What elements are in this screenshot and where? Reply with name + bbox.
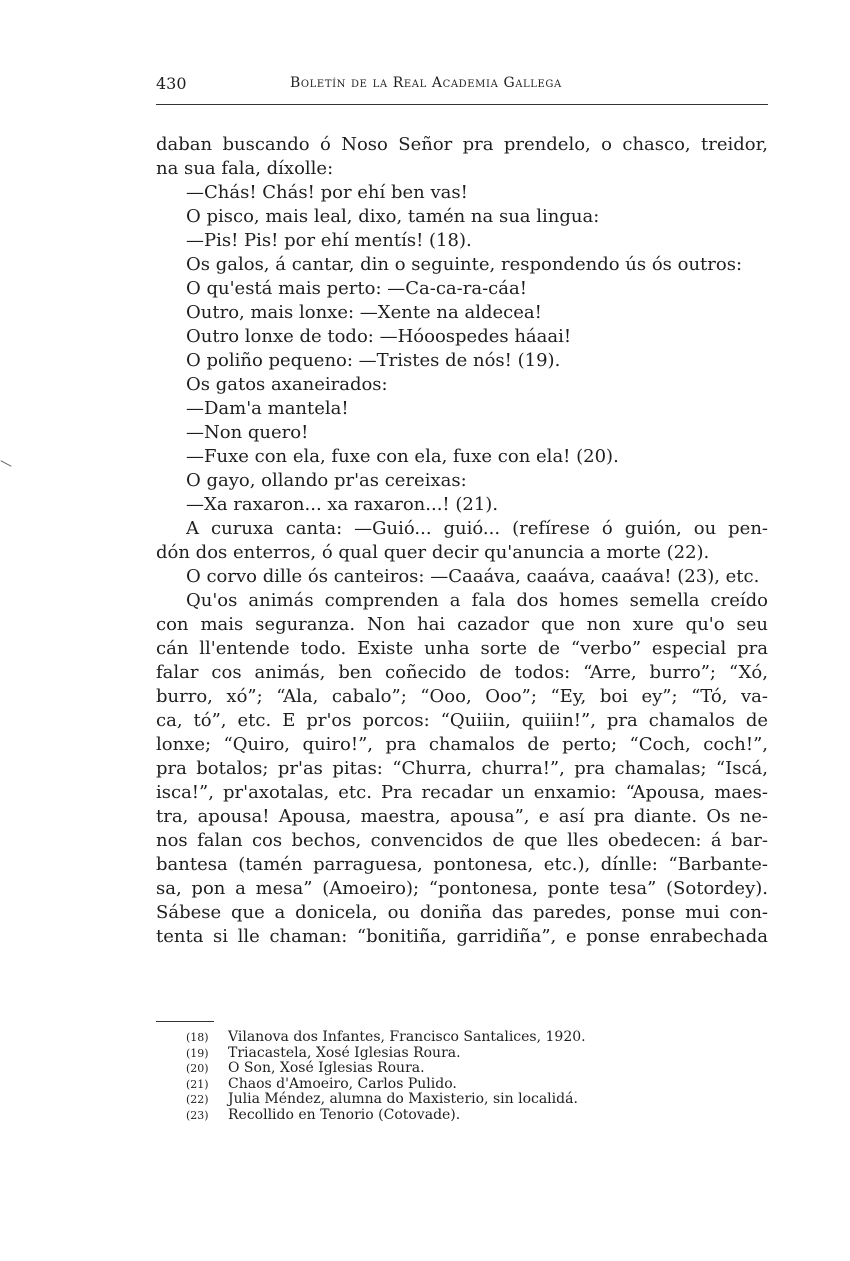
text-line: Os gatos axaneirados:: [186, 374, 388, 395]
footnote: [186, 1108, 746, 1124]
text-line: burro, xó”; “Ala, cabalo”; “Ooo, Ooo”; “Ey, boi ey”; “Tó, va-: [156, 686, 768, 707]
footnote: [186, 1092, 746, 1108]
text-line: na sua fala, díxolle:: [156, 158, 334, 179]
text-line: nos falan cos bechos, convencidos de que lles obedecen: á bar-: [156, 830, 768, 851]
text-line: —Xa raxaron... xa raxaron...! (21).: [186, 494, 499, 515]
footnote-text: Julia Méndez, alumna do Maxisterio, sin localidá.: [228, 1091, 578, 1107]
text-line: —Non quero!: [186, 422, 309, 443]
footnote: [186, 1061, 746, 1077]
text-line: ca, tó”, etc. E pr'os porcos: “Quiiin, quiiin!”, pra chamalos de: [156, 710, 768, 731]
text-line: Outro lonxe de todo: —Hóoospedes háaai!: [186, 326, 572, 347]
footnote: [186, 1030, 746, 1046]
text-line: Outro, mais lonxe: —Xente na aldecea!: [186, 302, 542, 323]
text-line: O qu'está mais perto: —Ca-ca-ra-cáa!: [186, 278, 527, 299]
footnote: [186, 1046, 746, 1062]
text-line: tra, apousa! Apousa, maestra, apousa”, e así pra diante. Os ne-: [156, 806, 768, 827]
text-line: O corvo dille ós canteiros: —Caaáva, caaáva, caaáva! (23), etc.: [186, 566, 760, 587]
text-line: cán ll'entende todo. Existe unha sorte de “verbo” especial pra: [156, 638, 768, 659]
footnote-rule: [156, 1021, 214, 1022]
text-line: —Dam'a mantela!: [186, 398, 349, 419]
text-line: O pisco, mais leal, dixo, tamén na sua lingua:: [186, 206, 600, 227]
text-line: dón dos enterros, ó qual quer decir qu'anuncia a morte (22).: [156, 542, 710, 563]
text-line: pra botalos; pr'as pitas: “Churra, churra!”, pra chamalas; “Iscá,: [156, 758, 768, 779]
text-line: bantesa (tamén parraguesa, pontonesa, etc.), dínlle: “Barbante-: [156, 854, 768, 875]
header-rule: [156, 104, 768, 105]
text-line: Os galos, á cantar, din o seguinte, respondendo ús ós outros:: [186, 254, 743, 275]
footnote-number: (23): [186, 1108, 209, 1122]
text-line: sa, pon a mesa” (Amoeiro); “pontonesa, ponte tesa” (Sotordey).: [156, 878, 768, 899]
body-text: [156, 133, 768, 949]
text-line: daban buscando ó Noso Señor pra prendelo, o chasco, treidor,: [156, 134, 768, 155]
footnote-text: Chaos d'Amoeiro, Carlos Pulido.: [228, 1075, 457, 1092]
text-line: O gayo, ollando pr'as cereixas:: [186, 470, 467, 491]
text-line: Qu'os animás comprenden a fala dos homes semella creído: [186, 590, 768, 611]
text-line: O poliño pequeno: —Tristes de nós! (19).: [186, 350, 561, 371]
scan-artifact: [0, 460, 11, 467]
text-line: falar cos animás, ben coñecido de todos: “Arre, burro”; “Xó,: [156, 662, 768, 683]
text-line: con mais seguranza. Non hai cazador que non xure qu'o seu: [156, 614, 768, 635]
footnote-number: (18): [186, 1031, 209, 1044]
footnote-text: O Son, Xosé Iglesias Roura.: [228, 1060, 425, 1076]
text-line: Sábese que a donicela, ou doniña das paredes, ponse mui con-: [156, 902, 768, 923]
footnote-number: (20): [186, 1062, 209, 1075]
running-head: [156, 74, 768, 98]
footnotes: [186, 1030, 746, 1123]
footnote-number: (21): [186, 1077, 209, 1091]
text-line: A curuxa canta: —Guió... guió... (refírese ó guión, ou pen-: [186, 518, 768, 539]
text-line: —Fuxe con ela, fuxe con ela, fuxe con ela! (20).: [186, 446, 619, 467]
footnote: [186, 1077, 746, 1093]
text-line: —Pis! Pis! por ehí mentís! (18).: [186, 230, 472, 251]
page-number: 430: [156, 74, 187, 93]
footnote-text: Recollido en Tenorio (Cotovade).: [228, 1106, 461, 1123]
text-line: tenta si lle chaman: “bonitiña, garridiña”, e ponse enrabechada: [156, 926, 768, 947]
journal-title: Boletín de la Real Academia Gallega: [290, 75, 562, 91]
text-line: lonxe; “Quiro, quiro!”, pra chamalos de perto; “Coch, coch!”,: [156, 734, 768, 755]
text-line: isca!”, pr'axotalas, etc. Pra recadar un enxamio: “Apousa, maes-: [156, 782, 768, 803]
text-line: —Chás! Chás! por ehí ben vas!: [186, 182, 468, 203]
footnote-number: (22): [186, 1093, 209, 1106]
footnote-text: Vilanova dos Infantes, Francisco Santalices, 1920.: [228, 1029, 586, 1045]
footnote-number: (19): [186, 1046, 209, 1060]
footnote-text: Triacastela, Xosé Iglesias Roura.: [228, 1044, 461, 1061]
